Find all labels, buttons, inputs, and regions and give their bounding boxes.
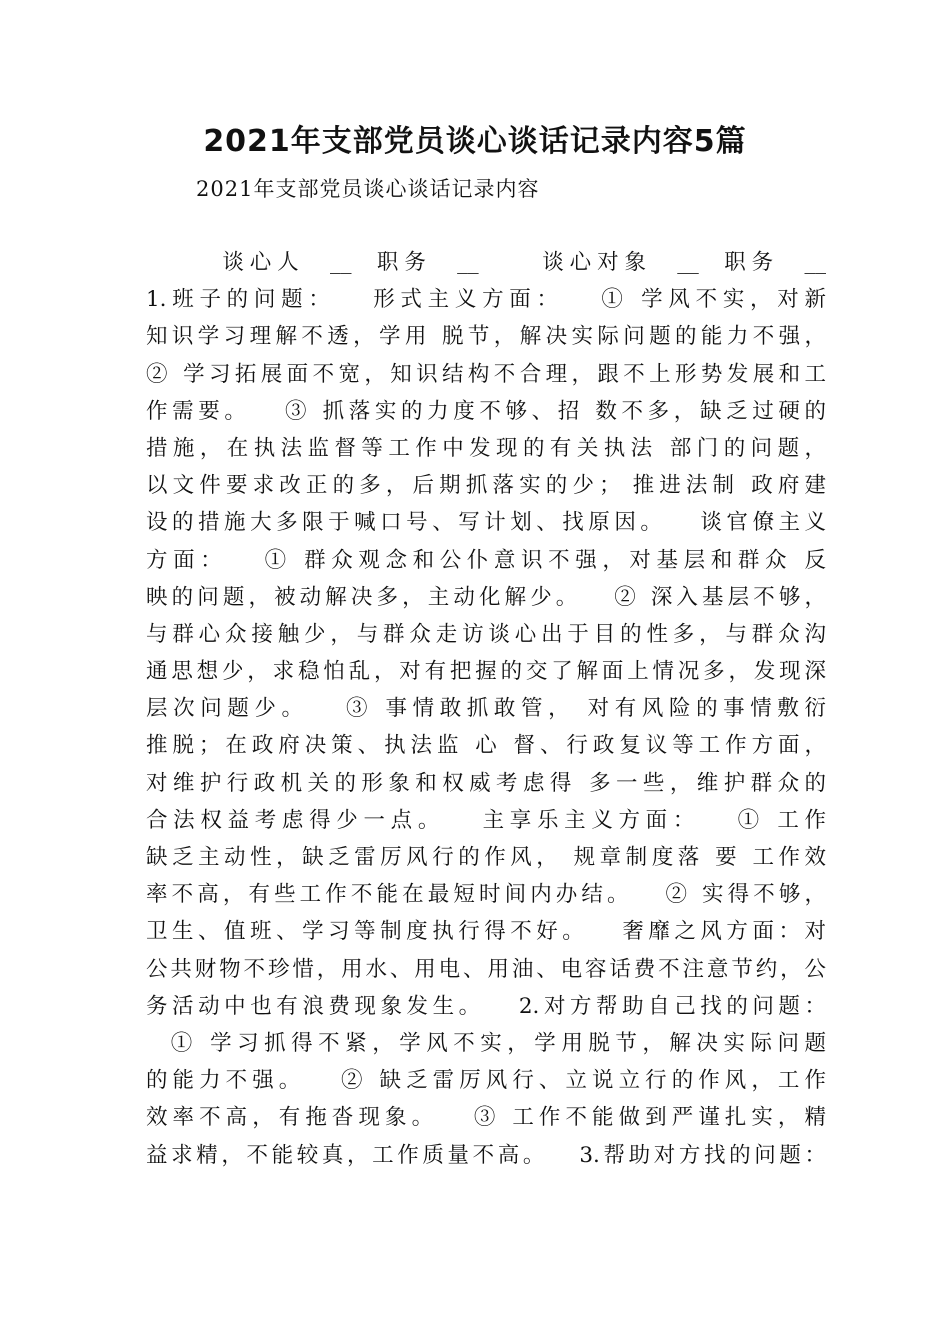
document-title: 2021年支部党员谈心谈话记录内容5篇 xyxy=(203,124,747,159)
body-line: 以文件要求改正的多，后期抓落实的少； 推进法制 政府建 xyxy=(146,473,826,499)
document-body xyxy=(146,244,826,1174)
body-line: 措施，在执法监督等工作中发现的有关执法 部门的问题， xyxy=(146,435,826,461)
body-line: 谈心人 __ 职务 __ 谈心对象 __ 职务 __ xyxy=(146,250,826,275)
body-line: 层次问题少。 ③ 事情敢抓敢管， 对有风险的事情敷衍 xyxy=(146,696,826,722)
body-line: 推脱；在政府决策、执法监 心 督、行政复议等工作方面， xyxy=(146,733,826,759)
body-line: ① 学习抓得不紧，学风不实，学用脱节，解决实际问题 xyxy=(146,1030,826,1056)
body-line: 1.班子的问题： 形式主义方面： ① 学风不实，对新 xyxy=(146,287,826,313)
body-line: 映的问题，被动解决多，主动化解少。 ② 深入基层不够， xyxy=(146,584,826,610)
body-line: 知识学习理解不透，学用 脱节，解决实际问题的能力不强， xyxy=(146,324,826,350)
body-line: 率不高，有些工作不能在最短时间内办结。 ② 实得不够， xyxy=(146,882,826,908)
document-subtitle: 2021年支部党员谈心谈话记录内容 xyxy=(196,177,540,201)
body-line: 作需要。 ③ 抓落实的力度不够、招 数不多，缺乏过硬的 xyxy=(146,398,826,424)
body-line: 合法权益考虑得少一点。 主享乐主义方面： ① 工作 xyxy=(146,807,826,833)
body-line: 效率不高，有拖沓现象。 ③ 工作不能做到严谨扎实，精 xyxy=(146,1105,826,1131)
body-line: 公共财物不珍惜，用水、用电、用油、电容话费不注意节约，公 xyxy=(146,956,826,982)
body-line: 的能力不强。 ② 缺乏雷厉风行、立说立行的作风，工作 xyxy=(146,1068,826,1094)
body-line: 卫生、值班、学习等制度执行得不好。 奢靡之风方面：对 xyxy=(146,919,826,945)
body-line: 务活动中也有浪费现象发生。 2.对方帮助自己找的问题： xyxy=(146,993,826,1019)
body-line: 方面： ① 群众观念和公仆意识不强，对基层和群众 反 xyxy=(146,547,826,573)
body-line: 益求精，不能较真，工作质量不高。 3.帮助对方找的问题： xyxy=(146,1142,826,1168)
body-line: 与群心众接触少，与群众走访谈心出于目的性多，与群众沟 xyxy=(146,621,826,647)
body-line: 缺乏主动性，缺乏雷厉风行的作风， 规章制度落 要 工作效 xyxy=(146,845,826,870)
body-line: ② 学习拓展面不宽，知识结构不合理，跟不上形势发展和工 xyxy=(146,361,826,387)
body-line: 设的措施大多限于喊口号、写计划、找原因。 谈官僚主义 xyxy=(146,510,826,536)
body-line: 通思想少，求稳怕乱，对有把握的交了解面上情况多，发现深 xyxy=(146,659,826,685)
body-line: 对维护行政机关的形象和权威考虑得 多一些，维护群众的 xyxy=(146,770,826,796)
